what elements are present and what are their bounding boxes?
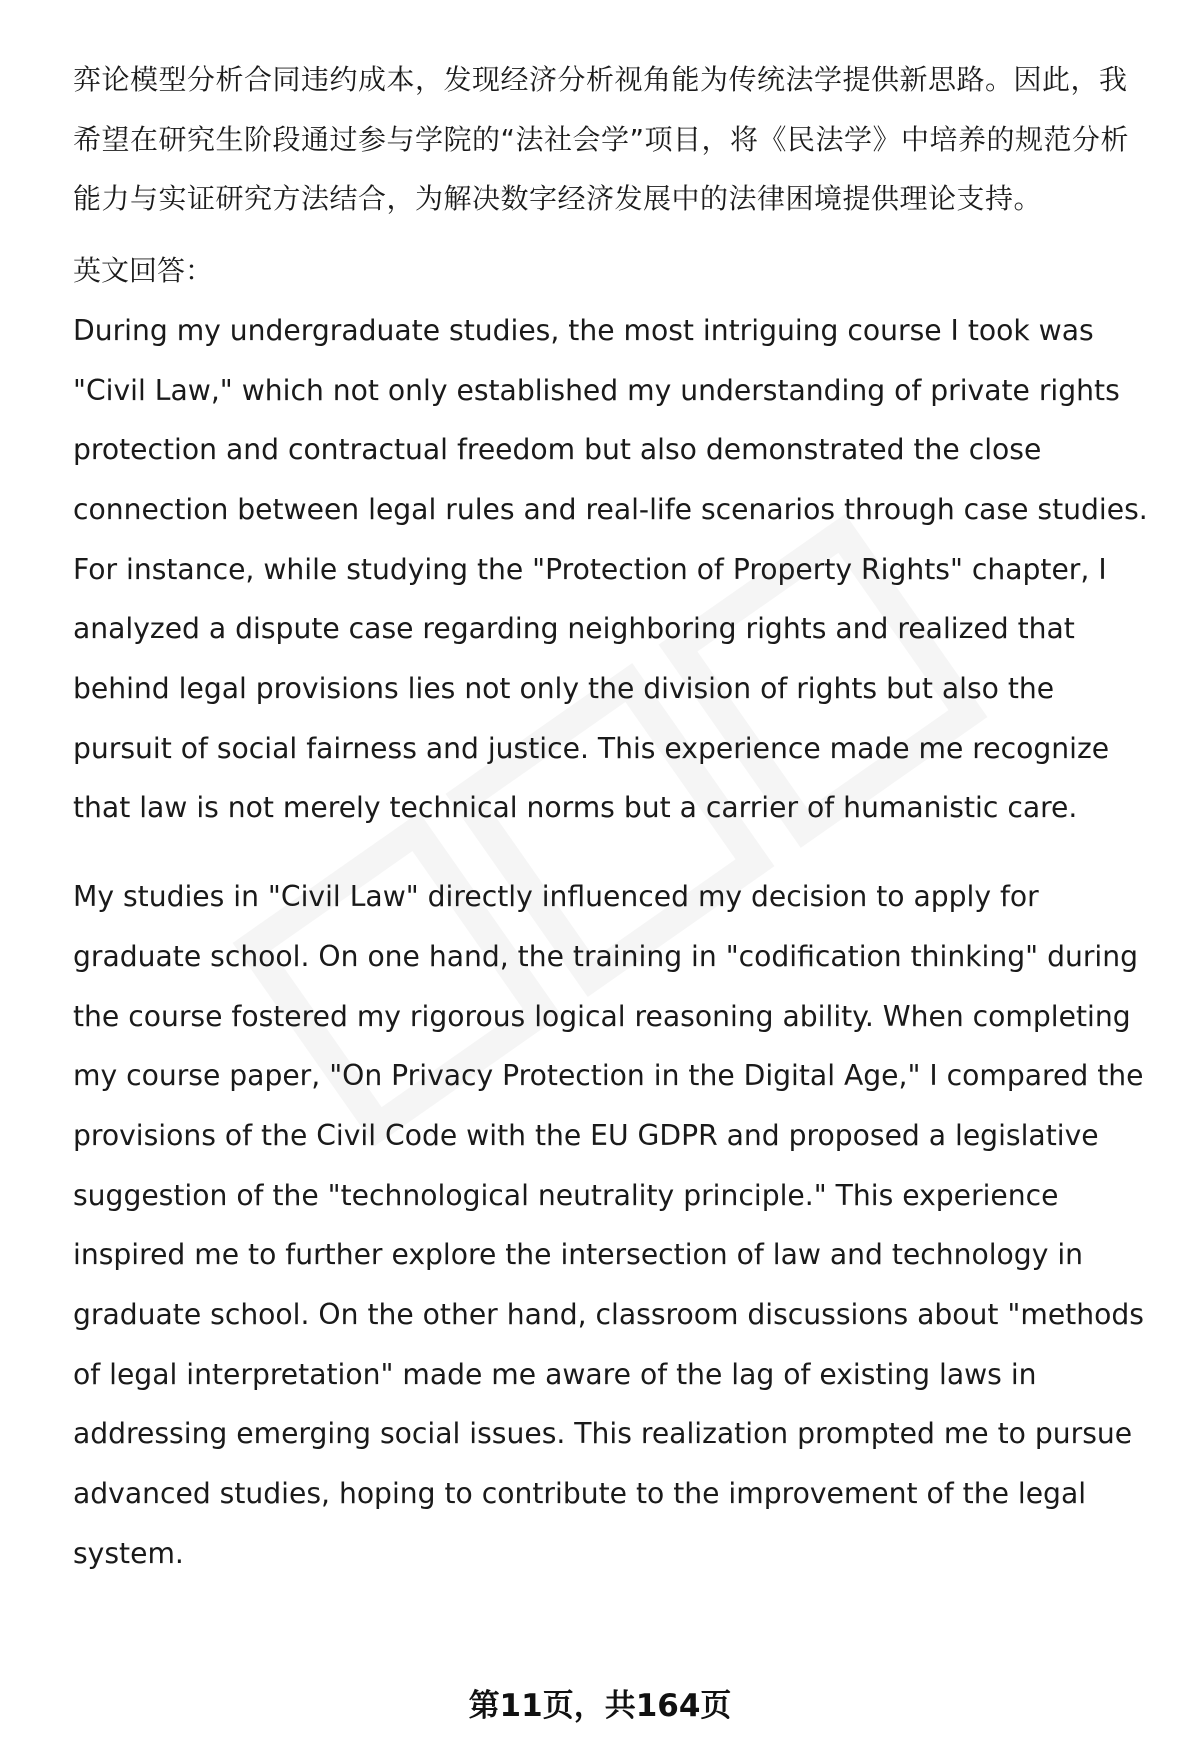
page-number: 第11页，共164页	[468, 1688, 732, 1724]
english-paragraph-2: My studies in "Civil Law" directly influenced my decision to apply for graduate school. On one hand, the training in "codification thinking" during the course fostered my rigorous logical reasoning ability. When completing my course paper, "On Privacy Protection in the Digital Age," I compared the provisions of the Civil Code with the EU GDPR and proposed a legislative suggestion of the "technological neutrality principle." This experience inspired me to further explore the intersection of law and technology in graduate school. On the other hand, classroom discussions about "methods of legal interpretation" made me aware of the lag of existing laws in addressing emerging social issues. This realization prompted me to pursue advanced studies, hoping to contribute to the improvement of the legal system.	[73, 880, 1144, 1570]
english-paragraph-1: During my undergraduate studies, the most intriguing course I took was "Civil Law," which not only established my understanding of private rights protection and contractual freedom but also demonstrated the close connection between legal rules and real-life scenarios through case studies. For instance, while studying the "Protection of Property Rights" chapter, I analyzed a dispute case regarding neighboring rights and realized that behind legal provisions lies not only the division of rights but also the pursuit of social fairness and justice. This experience made me recognize that law is not merely technical norms but a carrier of humanistic care.	[73, 313, 1148, 825]
english-answer-label: 英文回答：	[73, 254, 214, 288]
page-content	[73, 50, 1153, 1613]
chinese-paragraph: 弈论模型分析合同违约成本，发现经济分析视角能为传统法学提供新思路。因此，我希望在研究生阶段通过参与学院的“法社会学”项目，将《民法学》中培养的规范分析能力与实证研究方法结合，为解决数字经济发展中的法律困境提供理论支持。	[73, 63, 1130, 216]
